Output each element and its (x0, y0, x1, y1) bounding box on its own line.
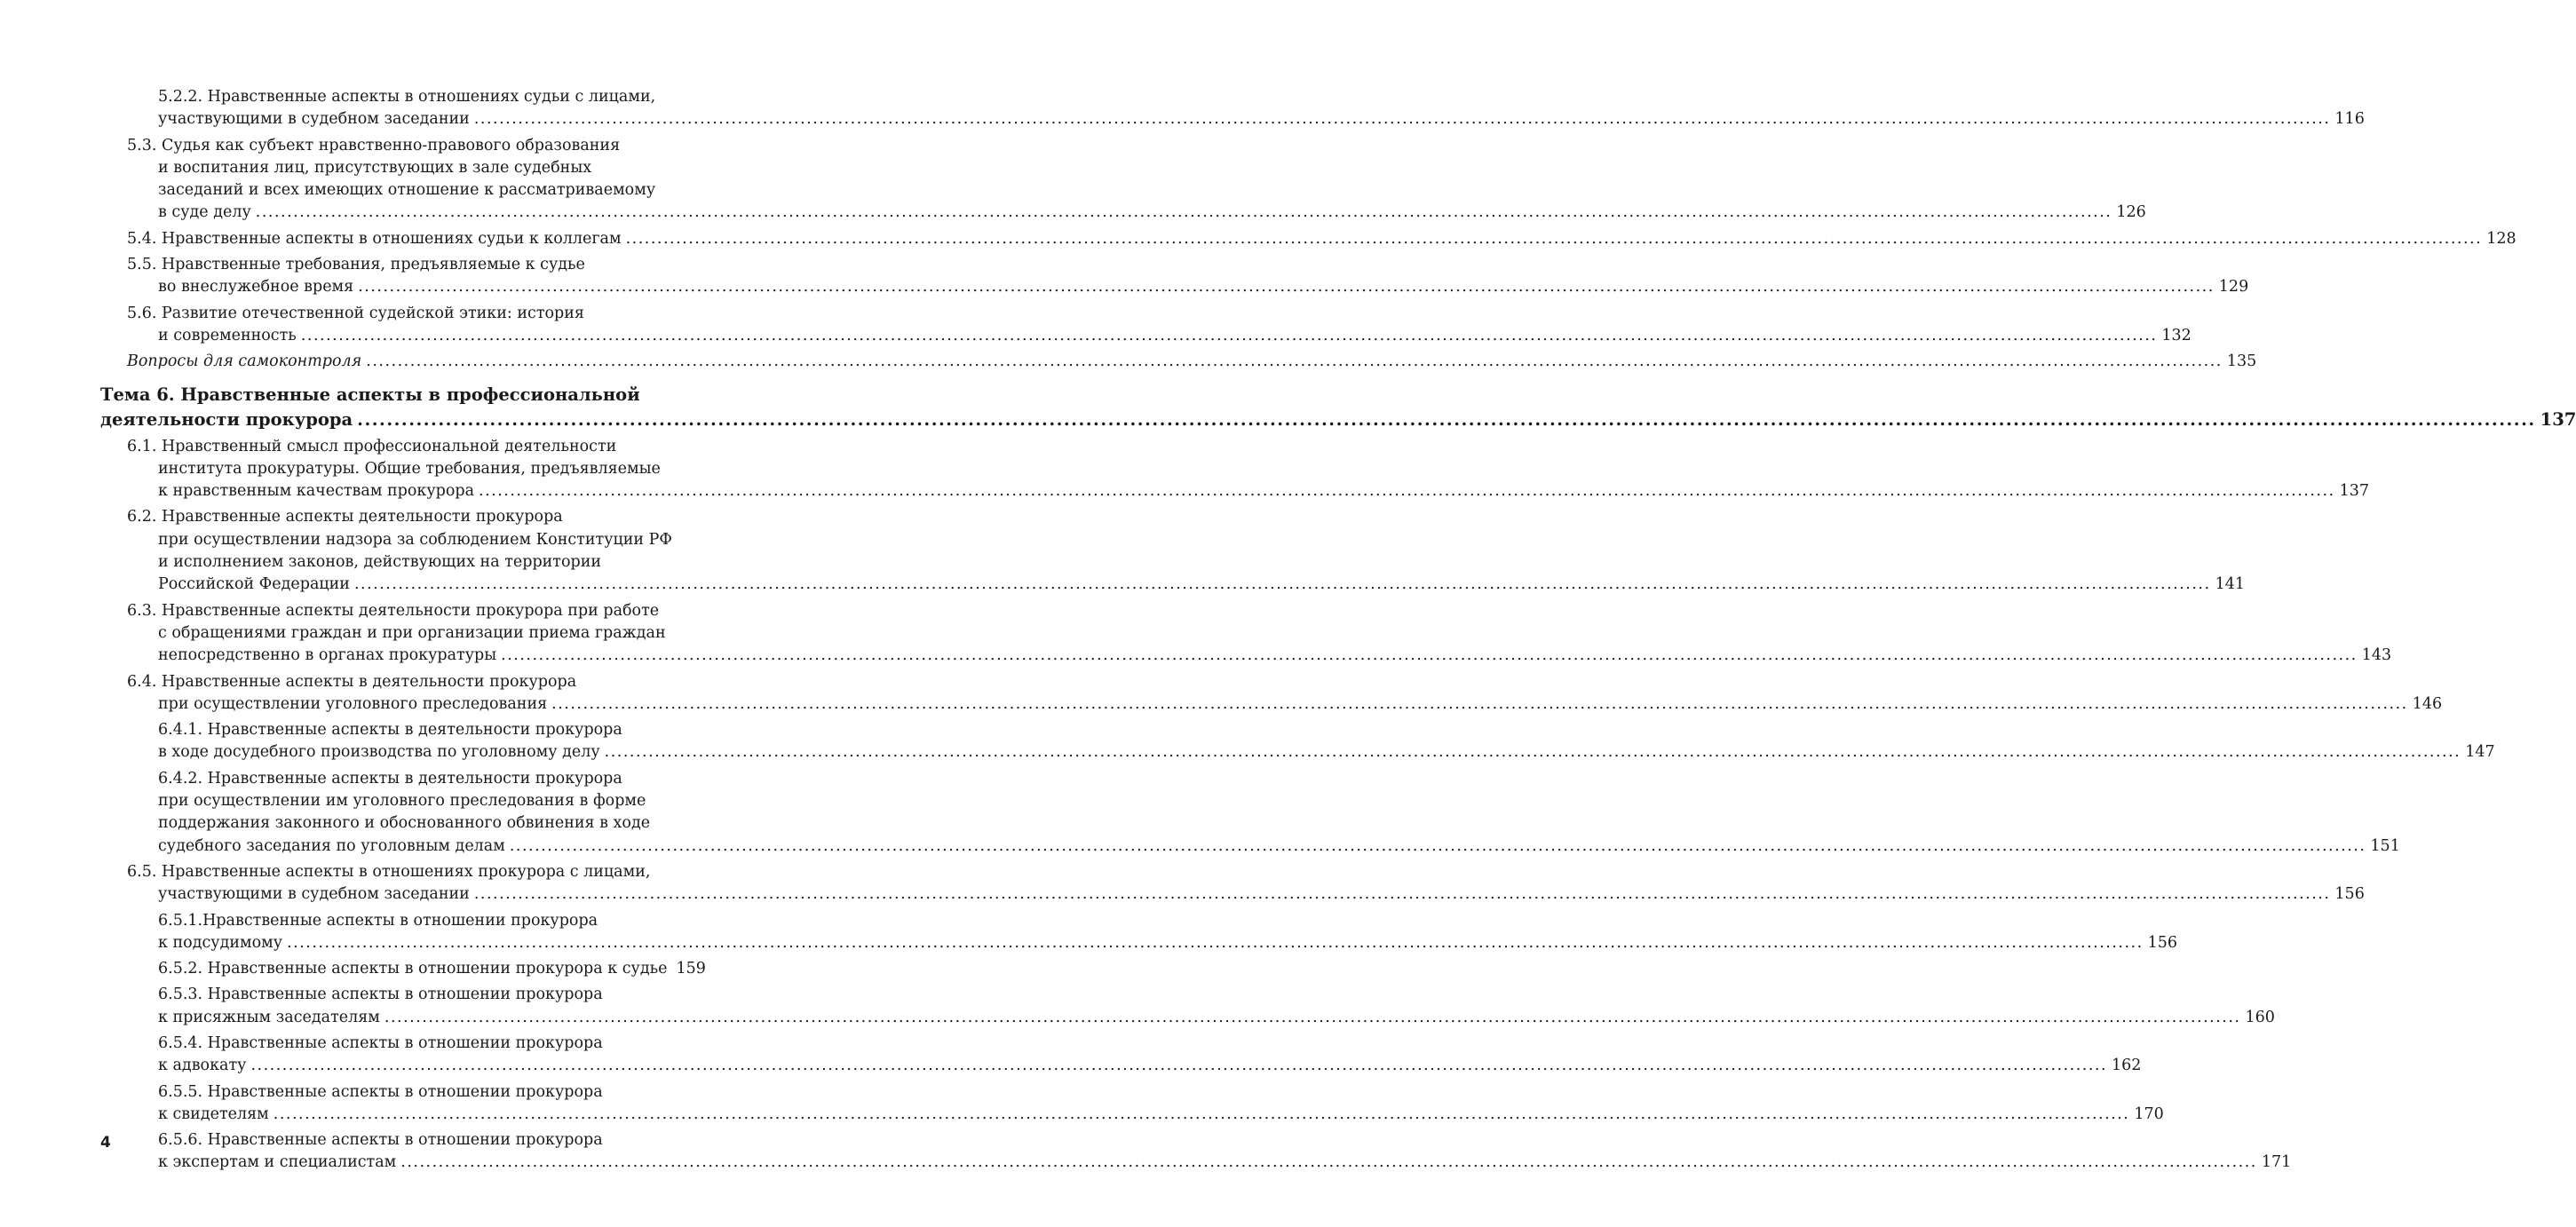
dot-leader: ........................................................................................................................................................................................................................................................................................................ (400, 1153, 2257, 1172)
toc-entry-line: участвующими в судебном заседании (158, 885, 470, 904)
toc-entry-line: заседаний и всех имеющих отношение к рассматриваемому (158, 181, 656, 200)
toc-page-number: 146 (2412, 694, 2443, 713)
toc-entry-line: к подсудимому (158, 933, 283, 952)
toc-entry-line: к адвокату (158, 1057, 247, 1075)
toc-entry-line-last (100, 1152, 2292, 1174)
dot-leader: ........................................................................................................................................................................................................................................................................................................ (604, 743, 2461, 762)
dot-leader: ........................................................................................................................................................................................................................................................................................................ (509, 836, 2366, 855)
toc-entry-line-last (100, 480, 2370, 503)
toc-entry-line: 6.2. Нравственные аспекты деятельности прокурора (127, 508, 563, 526)
toc-entry-6-5-3[interactable] (100, 984, 2275, 1029)
toc-entry-line: и современность (158, 326, 297, 344)
toc-entry-line: 6.4.1. Нравственные аспекты в деятельности прокурора (158, 721, 622, 740)
dot-leader: ........................................................................................................................................................................................................................................................................................................ (300, 326, 2158, 344)
toc-entry-line: 5.3. Судья как субъект нравственно-правового образования (127, 136, 621, 154)
toc-page-number: 135 (2226, 352, 2257, 371)
toc-page-number: 116 (2334, 110, 2365, 129)
toc-entry-5-5[interactable] (100, 254, 2249, 299)
toc-entry-line-last (100, 276, 2249, 298)
toc-entry-6-5-5[interactable] (100, 1081, 2164, 1127)
toc-entry-line: 5.5. Нравственные требования, предъявляемые к судье (127, 256, 585, 274)
page-number: 4 (100, 1134, 111, 1152)
toc-page-number: 132 (2161, 326, 2192, 344)
toc-entry-line: института прокуратуры. Общие требования, предъявляемые (158, 459, 661, 478)
toc-page-number: 151 (2370, 836, 2400, 855)
toc-page-number: 137 (2339, 482, 2370, 501)
toc-entry-line-last (100, 325, 2192, 347)
toc-entry-line-last (100, 883, 2365, 906)
toc-entry-line: к свидетелям (158, 1104, 269, 1123)
dot-leader: ........................................................................................................................................................................................................................................................................................................ (357, 408, 2536, 430)
toc-entry-6-5[interactable] (100, 861, 2365, 906)
toc-entry-line-last (100, 1007, 2275, 1029)
dot-leader: ........................................................................................................................................................................................................................................................................................................ (625, 229, 2483, 248)
toc-page-number: 160 (2245, 1008, 2275, 1026)
toc-entry-line: 6.5. Нравственные аспекты в отношениях прокурора с лицами, (127, 862, 651, 881)
toc-entry-6-4-2[interactable] (100, 768, 2400, 858)
table-of-contents (100, 86, 2576, 1175)
toc-entry-questions[interactable] (100, 351, 2257, 373)
toc-entry-line: Российской Федерации (158, 575, 350, 594)
toc-entry-line-last (100, 202, 2146, 224)
toc-entry-line: 6.5.2. Нравственные аспекты в отношении прокурора к судье (158, 960, 668, 978)
toc-page-number: 159 (676, 960, 706, 978)
dot-leader: ........................................................................................................................................................................................................................................................................................................ (255, 203, 2112, 222)
toc-page-number: 141 (2215, 575, 2245, 594)
toc-entry-line-last (100, 693, 2443, 716)
toc-entry-line-last (100, 645, 2392, 667)
toc-entry-line: судебного заседания по уголовным делам (158, 836, 505, 855)
toc-entry-line: к экспертам и специалистам (158, 1153, 397, 1172)
toc-entry-line: 6.4. Нравственные аспекты в деятельности прокурора (127, 672, 577, 691)
toc-entry-6-5-1[interactable] (100, 910, 2178, 955)
toc-entry-5-2-2[interactable] (100, 86, 2365, 131)
toc-page-number: 143 (2361, 646, 2392, 665)
toc-page-number: 137 (2540, 408, 2576, 430)
toc-entry-line: во внеслужебное время (158, 278, 354, 297)
toc-entry-line: при осуществлении уголовного преследования (158, 694, 548, 713)
dot-leader: ........................................................................................................................................................................................................................................................................................................ (551, 694, 2408, 713)
toc-entry-line: 5.6. Развитие отечественной судейской этики: история (127, 304, 584, 322)
dot-leader: ........................................................................................................................................................................................................................................................................................................ (353, 575, 2211, 594)
toc-entry-line-last (100, 741, 2495, 764)
toc-entry-line-last (100, 408, 2576, 432)
toc-entry-6-2[interactable] (100, 506, 2245, 596)
toc-page-number: 129 (2218, 278, 2249, 297)
toc-entry-line: 5.4. Нравственные аспекты в отношениях судьи к коллегам (127, 229, 622, 248)
toc-entry-5-3[interactable] (100, 135, 2146, 225)
dot-leader: ........................................................................................................................................................................................................................................................................................................ (473, 885, 2331, 904)
toc-entry-line: в суде делу (158, 203, 251, 222)
toc-entry-line: к нравственным качествам прокурора (158, 482, 475, 501)
toc-entry-line: 6.5.4. Нравственные аспекты в отношении прокурора (158, 1033, 603, 1052)
dot-leader: ........................................................................................................................................................................................................................................................................................................ (273, 1104, 2130, 1123)
toc-entry-line-last (100, 108, 2365, 131)
toc-entry-line: 6.3. Нравственные аспекты деятельности прокурора при работе (127, 601, 660, 620)
toc-topic-title: Тема 6. Нравственные аспекты в профессиональной (100, 384, 640, 405)
toc-page-number: 170 (2134, 1104, 2164, 1123)
toc-entry-line: участвующими в судебном заседании (158, 110, 470, 129)
toc-entry-6-4[interactable] (100, 671, 2443, 716)
toc-entry-line: поддержания законного и обоснованного обвинения в ходе (158, 814, 651, 833)
toc-entry-line: в ходе досудебного производства по уголовному делу (158, 743, 600, 762)
toc-page-number: 128 (2486, 229, 2517, 248)
toc-entry-5-6[interactable] (100, 303, 2192, 348)
toc-entry-topic-6[interactable] (100, 383, 2576, 432)
toc-page-number: 162 (2112, 1057, 2142, 1075)
toc-entry-line-last (100, 574, 2245, 596)
toc-entry-line-last (100, 958, 706, 980)
toc-entry-6-5-4[interactable] (100, 1033, 2142, 1078)
toc-page-number: 147 (2465, 743, 2495, 762)
dot-leader: ........................................................................................................................................................................................................................................................................................................ (479, 482, 2335, 501)
toc-page-number: 171 (2261, 1153, 2292, 1172)
toc-entry-line: непосредственно в органах прокуратуры (158, 646, 497, 665)
dot-leader: ........................................................................................................................................................................................................................................................................................................ (501, 646, 2358, 665)
toc-entry-line: 6.5.6. Нравственные аспекты в отношении прокурора (158, 1131, 603, 1150)
toc-entry-line-last (100, 351, 2257, 373)
toc-page-number: 126 (2116, 203, 2146, 222)
dot-leader: ........................................................................................................................................................................................................................................................................................................ (366, 352, 2223, 371)
toc-page-number: 156 (2147, 933, 2178, 952)
toc-entry-line-last (100, 835, 2400, 858)
toc-entry-line: 6.5.1.Нравственные аспекты в отношении прокурора (158, 911, 598, 930)
toc-entry-line: 6.4.2. Нравственные аспекты в деятельности прокурора (158, 769, 622, 788)
toc-entry-line: с обращениями граждан и при организации приема граждан (158, 623, 666, 642)
dot-leader: ........................................................................................................................................................................................................................................................................................................ (384, 1008, 2241, 1026)
toc-entry-line: и воспитания лиц, присутствующих в зале судебных (158, 158, 592, 177)
toc-entry-line: 6.1. Нравственный смысл профессиональной деятельности (127, 437, 617, 455)
toc-entry-line: при осуществлении надзора за соблюдением Конституции РФ (158, 530, 672, 549)
toc-entry-line-last (100, 1055, 2142, 1077)
dot-leader: ........................................................................................................................................................................................................................................................................................................ (358, 278, 2215, 297)
dot-leader: ........................................................................................................................................................................................................................................................................................................ (250, 1057, 2108, 1075)
toc-entry-line: 5.2.2. Нравственные аспекты в отношениях судьи с лицами, (158, 88, 656, 106)
dot-leader: ........................................................................................................................................................................................................................................................................................................ (473, 110, 2331, 129)
toc-entry-6-1[interactable] (100, 436, 2370, 503)
toc-entry-line: при осуществлении им уголовного преследования в форме (158, 792, 646, 811)
toc-entry-line: и исполнением законов, действующих на территории (158, 553, 602, 572)
toc-entry-line: 6.5.5. Нравственные аспекты в отношении прокурора (158, 1082, 603, 1101)
toc-entry-5-4[interactable] (100, 228, 2517, 250)
toc-entry-line-last (100, 228, 2517, 250)
toc-page-number: 156 (2334, 885, 2365, 904)
toc-entry-line: к присяжным заседателям (158, 1008, 380, 1026)
toc-entry-6-4-1[interactable] (100, 719, 2495, 764)
toc-entry-line: 6.5.3. Нравственные аспекты в отношении прокурора (158, 986, 603, 1004)
toc-entry-line-last (100, 932, 2178, 954)
dot-leader: ........................................................................................................................................................................................................................................................................................................ (287, 933, 2144, 952)
toc-entry-6-3[interactable] (100, 600, 2392, 668)
toc-entry-6-5-2[interactable] (100, 958, 706, 980)
toc-entry-6-5-6[interactable] (100, 1129, 2292, 1175)
toc-topic-title: деятельности прокурора (100, 408, 353, 430)
toc-entry-line-last (100, 1104, 2164, 1126)
toc-entry-line: Вопросы для самоконтроля (127, 352, 362, 371)
